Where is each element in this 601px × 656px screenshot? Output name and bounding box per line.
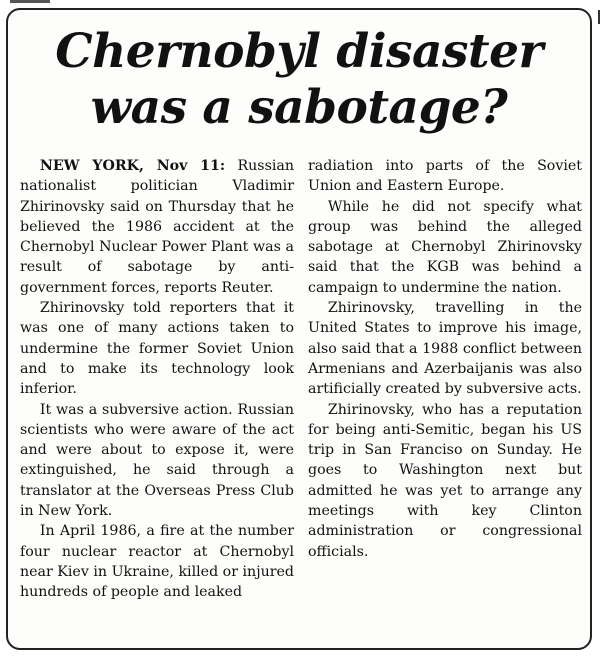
dateline: NEW YORK, Nov 11: [39,158,226,174]
paragraph: In April 1986, a fire at the number four nuclear reactor at Chernobyl near Kiev in Ukraine, killed or injured hundreds of people and leaked [20,523,294,601]
headline [8,24,590,136]
paragraph: Zhirinovsky, who has a reputation for being anti-Semitic, began his US trip in San Franciso on Sunday. He goes to Washington next but admitted he was yet to arrange any meetings with key Clinton administration or congressional officials. [308,401,582,560]
paragraph: While he did not specify what group was behind the alleged sabotage at Chernobyl Zhirinovsky said that the KGB was behind a campaign to undermine the nation. [308,198,582,296]
scan-edge-mark [598,10,600,24]
paragraph: It was a subversive action. Russian scientists who were aware of the act and were about to expose it, were extinguished, he said through a translator at the Overseas Press Club in New York. [20,401,294,520]
paragraph: radiation into parts of the Soviet Union and Eastern Europe. [308,158,582,195]
paragraph [20,156,294,298]
headline-line-1: Chernobyl disaster [55,24,543,79]
newspaper-clipping [6,8,592,650]
headline-line-2: was a sabotage? [90,80,508,135]
right-column [308,156,582,562]
left-column [20,156,294,603]
paragraph: Zhirinovsky told reporters that it was one of many actions taken to undermine the former Soviet Union and to make its technology look inferior. [20,300,294,398]
paragraph-text: Russian nationalist politician Vladimir Zhirinovsky said on Thursday that he believed the 1986 accident at the Chernobyl Nuclear Power Plant was a result of sabotage by anti-government forces, reports Reuter. [20,158,294,296]
scan-edge-mark [10,0,50,3]
paragraph: Zhirinovsky, travelling in the United States to improve his image, also said that a 1988 conflict between Armenians and Azerbaijanis was also artificially created by subversive acts. [308,300,582,398]
